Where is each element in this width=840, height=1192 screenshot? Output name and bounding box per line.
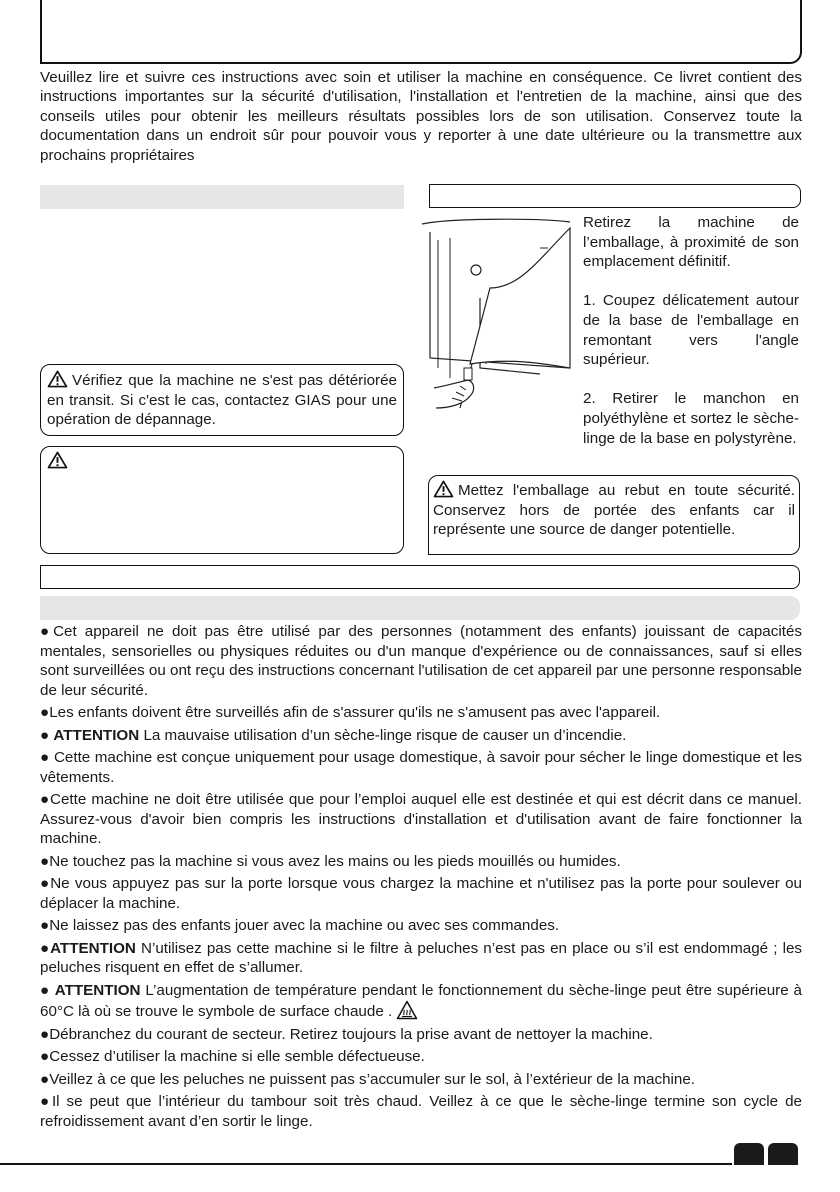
list-item: ● Cette machine est conçue uniquement pour usage domestique, à savoir pour sécher le linge domestique et les vêtements.: [40, 749, 802, 786]
list-item: ●Ne touchez pas la machine si vous avez les mains ou les pieds mouillés ou humides.: [40, 852, 621, 870]
attention-label: ATTENTION: [53, 726, 140, 744]
list-item: ●Cet appareil ne doit pas être utilisé par des personnes (notamment des enfants) jouissant de capacités mentales, sensorielles ou physiques réduites ou d'un manque d'expérience ou de connaissances, sauf si elles sont surveillées ou ont reçu des instructions concernant l'utilisation de cet appareil par une personne responsable de leur sécurité.: [40, 623, 802, 699]
unpacking-step-1: 1. Coupez délicatement autour de la base de l'emballage en remontant vers l'angle supérieur.: [583, 292, 799, 369]
packaging-disposal-warning-box: [428, 475, 800, 555]
safety-instructions-list: [40, 622, 802, 1134]
page-tab-left: [734, 1143, 764, 1165]
warning-triangle-icon: [47, 451, 68, 469]
warning-triangle-icon: [47, 370, 68, 388]
footer-rule: [0, 1163, 732, 1165]
list-item: ●Les enfants doivent être surveillés afin de s'assurer qu'ils ne s'amusent pas avec l'appareil.: [40, 704, 661, 721]
section-header-bar-safety: [40, 596, 800, 620]
list-item: ●Cessez d’utiliser la machine si elle semble défectueuse.: [40, 1048, 425, 1065]
section-header-bar-left: [40, 185, 404, 209]
list-item: ● ATTENTION L’augmentation de température pendant le fonctionnement du sèche-linge peut être supérieure à 60°C là où se trouve le symbole de surface chaude .: [40, 981, 802, 1020]
transit-warning-text: Vérifiez que la machine ne s'est pas détériorée en transit. Si c'est le cas, contactez GIAS pour une opération de dépannage.: [47, 372, 397, 429]
warning-triangle-icon: [433, 480, 454, 498]
intro-paragraph: Veuillez lire et suivre ces instructions avec soin et utiliser la machine en conséquence. Ce livret contient des instructions importantes sur la sécurité d'utilisation, l'installation et l'entretien de la machine, ainsi que des conseils utiles pour obtenir les meilleurs résultats possibles lors de son utilisation. Conservez toute la documentation dans un endroit sûr pour pouvoir vous y reporter à une date ultérieure ou la transmettre aux prochains propriétaires: [40, 69, 802, 164]
attention-label: ATTENTION: [54, 981, 141, 999]
transit-warning-box: [40, 364, 404, 436]
dryer-unpacking-illustration: [420, 218, 580, 430]
section-header-box-unpacking: [429, 184, 801, 208]
unpacking-instructions: [583, 213, 799, 448]
safety-warning-box: [40, 446, 404, 554]
attention-label: ATTENTION: [50, 939, 136, 957]
list-item: ●Débranchez du courant de secteur. Retirez toujours la prise avant de nettoyer la machine.: [40, 1025, 653, 1043]
list-item: ● ATTENTION La mauvaise utilisation d’un sèche-linge risque de causer un d’incendie.: [40, 726, 627, 744]
list-item: ●Il se peut que l’intérieur du tambour soit très chaud. Veillez à ce que le sèche-linge termine son cycle de refroidissement avant d’en sortir le linge.: [40, 1093, 802, 1130]
section-header-box-safety: [40, 565, 800, 589]
list-item: ●ATTENTION N’utilisez pas cette machine si le filtre à peluches n’est pas en place ou s’il est endommagé ; les peluches risquent en effet de s’allumer.: [40, 939, 802, 976]
unpacking-step-2: 2. Retirer le manchon en polyéthylène et sortez le sèche-linge de la base en polystyrène.: [583, 390, 799, 447]
title-box: [40, 0, 802, 64]
list-item: ●Ne vous appuyez pas sur la porte lorsque vous chargez la machine et n'utilisez pas la porte pour soulever ou déplacer la machine.: [40, 875, 802, 912]
list-item: ●Veillez à ce que les peluches ne puissent pas s’accumuler sur le sol, à l’extérieur de la machine.: [40, 1070, 696, 1088]
list-item: ●Cette machine ne doit être utilisée que pour l’emploi auquel elle est destinée et qui est décrit dans ce manuel. Assurez-vous d'avoir bien compris les instructions d'installation et d'utilisation avant de faire fonctionner la machine.: [40, 791, 802, 847]
hot-surface-icon: [396, 1000, 418, 1020]
packaging-disposal-warning-text: Mettez l'emballage au rebut en toute sécurité. Conservez hors de portée des enfants car il représente une source de danger potentielle.: [433, 482, 795, 539]
unpacking-step-intro: Retirez la machine de l’emballage, à proximité de son emplacement définitif.: [583, 214, 799, 271]
list-item: ●Ne laissez pas des enfants jouer avec la machine ou avec ses commandes.: [40, 917, 560, 934]
page-tab-right: [768, 1143, 798, 1165]
